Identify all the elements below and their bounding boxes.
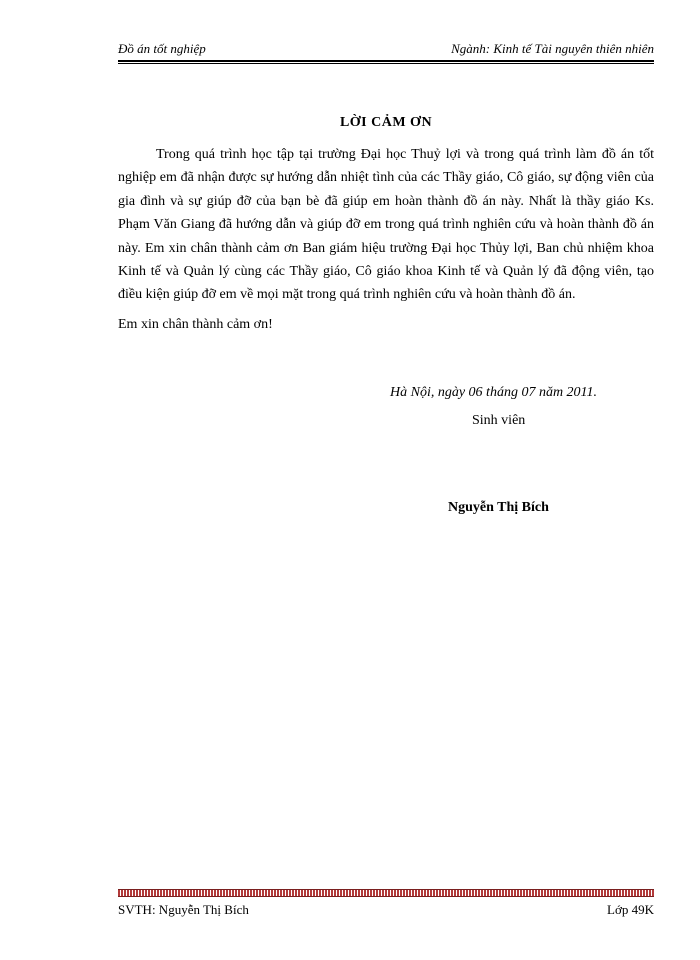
header-right-text: Ngành: Kinh tế Tài nguyên thiên nhiên	[451, 41, 654, 56]
header-divider-thin	[118, 63, 654, 64]
footer-left-text: SVTH: Nguyễn Thị Bích	[118, 902, 249, 917]
closing-line: Em xin chân thành cảm ơn!	[118, 316, 273, 332]
footer-right-text: Lớp 49K	[607, 902, 654, 917]
page-header	[118, 38, 654, 60]
body-text	[118, 143, 654, 336]
signature-date: Hà Nội, ngày 06 tháng 07 năm 2011.	[390, 385, 598, 400]
header-left-text: Đồ án tốt nghiệp	[118, 41, 206, 56]
footer-divider	[118, 889, 654, 897]
signature-role: Sinh viên	[472, 413, 526, 428]
signature-name: Nguyễn Thị Bích	[448, 500, 549, 515]
page-title: LỜI CẢM ƠN	[339, 115, 433, 130]
body-paragraph: Trong quá trình học tập tại trường Đại học Thuỷ lợi và trong quá trình làm đồ án tốt nghiệp em đã nhận được sự hướng dẫn nhiệt tình của các Thầy giáo, Cô giáo, sự động viên của gia đình và sự giúp đỡ của bạn bè đã giúp em hoàn thành đồ án này. Nhất là thầy giáo Ks. Phạm Văn Giang đã hướng dẫn và giúp đỡ em trong quá trình nghiên cứu và hoàn thành đồ án này. Em xin chân thành cảm ơn Ban giám hiệu trường Đại học Thủy lợi, Ban chủ nhiệm khoa Kinh tế và Quản lý cùng các Thầy giáo, Cô giáo khoa Kinh tế và Quản lý đã động viên, tạo điều kiện giúp đỡ em về mọi mặt trong quá trình nghiên cứu và hoàn thành đồ án.	[118, 147, 654, 303]
header-divider	[118, 60, 654, 62]
